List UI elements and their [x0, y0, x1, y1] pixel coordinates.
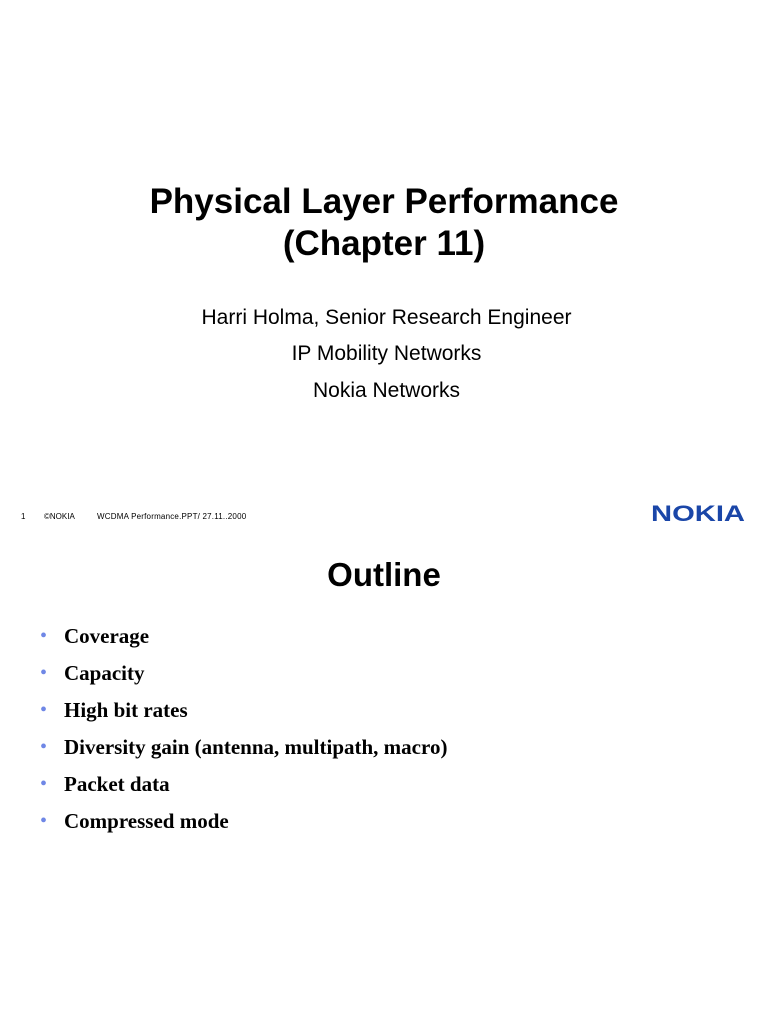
- author-line: Harri Holma, Senior Research Engineer: [201, 306, 572, 329]
- outline-list: [40, 618, 447, 840]
- list-item-text: High bit rates: [64, 698, 188, 722]
- company-line: Nokia Networks: [312, 379, 461, 402]
- list-item: [40, 692, 447, 729]
- list-item-text: Diversity gain (antenna, multipath, macro): [64, 735, 448, 759]
- department-line: IP Mobility Networks: [291, 342, 482, 365]
- bullet-icon: •: [40, 625, 48, 647]
- outline-slide: [0, 540, 768, 1024]
- footer-page-number: 1: [21, 512, 26, 521]
- footer-file-info: WCDMA Performance.PPT/ 27.11..2000: [97, 512, 247, 521]
- bullet-icon: •: [40, 810, 48, 832]
- bullet-icon: •: [40, 773, 48, 795]
- nokia-logo: [650, 500, 746, 528]
- list-item-text: Capacity: [64, 661, 145, 685]
- list-item: [40, 766, 447, 803]
- list-item: [40, 803, 447, 840]
- list-item-text: Compressed mode: [64, 809, 229, 833]
- list-item: [40, 618, 447, 655]
- bullet-icon: •: [40, 662, 48, 684]
- nokia-logo-text: NOKIA: [651, 501, 746, 526]
- list-item-text: Packet data: [64, 772, 170, 796]
- bullet-icon: •: [40, 736, 48, 758]
- list-item: [40, 729, 447, 766]
- footer-copyright: ©NOKIA: [44, 512, 75, 521]
- slide-title-line-2: (Chapter 11): [282, 224, 486, 263]
- bullet-icon: •: [40, 699, 48, 721]
- slide-title-line-1: Physical Layer Performance: [149, 182, 619, 221]
- list-item-text: Coverage: [64, 624, 150, 648]
- outline-title: Outline: [327, 556, 441, 593]
- list-item: [40, 655, 447, 692]
